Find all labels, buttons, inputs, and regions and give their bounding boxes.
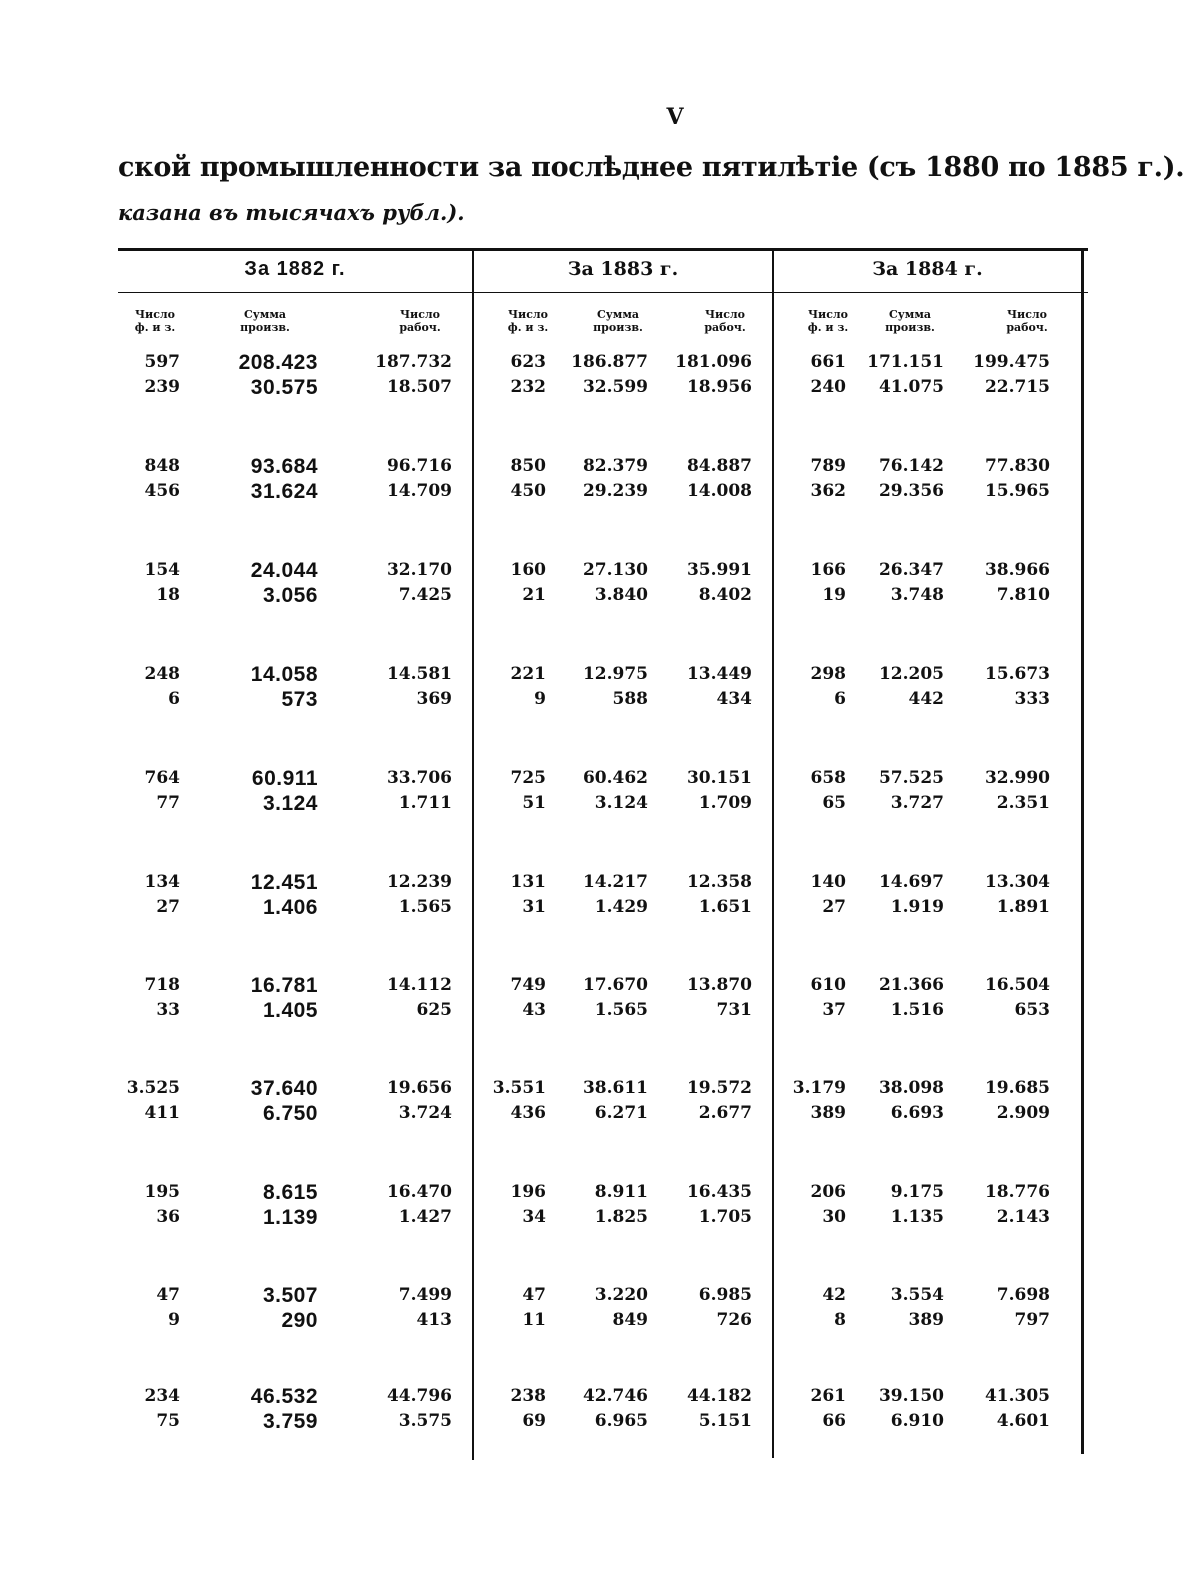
workers-1883: 12.358	[686, 872, 752, 892]
workers-1882: 32.170	[386, 560, 452, 580]
table-row-group	[118, 1384, 1088, 1434]
sum-1884: 57.525	[878, 768, 944, 788]
count-1884: 240	[810, 377, 846, 397]
col-header-count-1884: Число ф. и з.	[807, 308, 849, 334]
count-1882: 3.525	[126, 1078, 180, 1098]
workers-1883: 14.008	[686, 481, 752, 501]
workers-1883: 6.985	[698, 1285, 752, 1305]
table-right-border	[1081, 248, 1084, 1454]
count-1882: 195	[144, 1182, 180, 1202]
workers-1882: 12.239	[386, 872, 452, 892]
count-1882: 718	[144, 975, 180, 995]
table-row-group	[118, 766, 1088, 816]
sum-1883: 14.217	[582, 872, 648, 892]
sum-1883: 3.220	[594, 1285, 648, 1305]
col-header-sum-1884: Сумма произв.	[885, 308, 935, 334]
workers-1882: 14.709	[386, 481, 452, 501]
sum-1882: 6.750	[262, 1102, 318, 1125]
divider-1882-1883	[472, 248, 474, 1460]
sum-1882: 1.406	[262, 896, 318, 919]
count-1884: 610	[810, 975, 846, 995]
sum-1882: 24.044	[250, 559, 318, 582]
workers-1882: 19.656	[386, 1078, 452, 1098]
table-row-group	[118, 350, 1088, 400]
sum-1882: 3.056	[262, 584, 318, 607]
workers-1883: 13.870	[686, 975, 752, 995]
count-1882: 456	[144, 481, 180, 501]
workers-1882: 33.706	[386, 768, 452, 788]
sum-1882: 1.405	[262, 999, 318, 1022]
count-1882: 134	[144, 872, 180, 892]
count-1884: 65	[822, 793, 846, 813]
table-header-rule	[118, 292, 1088, 293]
workers-1884: 1.891	[996, 897, 1050, 917]
workers-1884: 653	[1014, 1000, 1050, 1020]
table-top-rule	[118, 248, 1088, 251]
workers-1883: 1.709	[698, 793, 752, 813]
sum-1883: 12.975	[582, 664, 648, 684]
workers-1884: 38.966	[984, 560, 1050, 580]
count-1882: 234	[144, 1386, 180, 1406]
sum-1883: 8.911	[594, 1182, 648, 1202]
workers-1883: 30.151	[686, 768, 752, 788]
count-1883: 51	[522, 793, 546, 813]
count-1884: 661	[810, 352, 846, 372]
sum-1883: 186.877	[571, 352, 648, 372]
count-1883: 69	[522, 1411, 546, 1431]
table-row-group	[118, 1180, 1088, 1230]
count-1883: 623	[510, 352, 546, 372]
count-1883: 34	[522, 1207, 546, 1227]
workers-1883: 35.991	[686, 560, 752, 580]
workers-1882: 413	[416, 1310, 452, 1330]
page-subtitle: казана въ тысячахъ рубл.).	[118, 200, 465, 225]
sum-1882: 1.139	[262, 1206, 318, 1229]
sum-1884: 442	[908, 689, 944, 709]
sum-1883: 849	[612, 1310, 648, 1330]
year-header-1883: За 1883 г.	[567, 258, 679, 280]
count-1883: 232	[510, 377, 546, 397]
sum-1883: 32.599	[582, 377, 648, 397]
col-header-workers-1884: Число рабоч.	[1006, 308, 1048, 334]
count-1883: 11	[522, 1310, 546, 1330]
workers-1883: 726	[716, 1310, 752, 1330]
count-1883: 196	[510, 1182, 546, 1202]
count-1884: 3.179	[792, 1078, 846, 1098]
count-1883: 9	[534, 689, 546, 709]
count-1884: 658	[810, 768, 846, 788]
count-1882: 411	[144, 1103, 180, 1123]
sum-1883: 1.825	[594, 1207, 648, 1227]
sum-1884: 1.135	[890, 1207, 944, 1227]
sum-1882: 14.058	[250, 663, 318, 686]
sum-1884: 12.205	[878, 664, 944, 684]
count-1882: 75	[156, 1411, 180, 1431]
sum-1884: 14.697	[878, 872, 944, 892]
workers-1884: 77.830	[984, 456, 1050, 476]
count-1882: 47	[156, 1285, 180, 1305]
sum-1884: 41.075	[878, 377, 944, 397]
workers-1882: 3.575	[398, 1411, 452, 1431]
workers-1884: 2.909	[996, 1103, 1050, 1123]
sum-1882: 3.507	[262, 1284, 318, 1307]
count-1883: 160	[510, 560, 546, 580]
sum-1882: 93.684	[250, 455, 318, 478]
count-1884: 362	[810, 481, 846, 501]
sum-1883: 17.670	[582, 975, 648, 995]
sum-1884: 3.554	[890, 1285, 944, 1305]
workers-1884: 4.601	[996, 1411, 1050, 1431]
sum-1882: 12.451	[250, 871, 318, 894]
sum-1883: 1.565	[594, 1000, 648, 1020]
sum-1884: 1.919	[890, 897, 944, 917]
count-1883: 43	[522, 1000, 546, 1020]
workers-1883: 434	[716, 689, 752, 709]
sum-1882: 208.423	[238, 351, 318, 374]
workers-1882: 14.581	[386, 664, 452, 684]
sum-1882: 37.640	[250, 1077, 318, 1100]
count-1884: 66	[822, 1411, 846, 1431]
col-header-count-1882: Число ф. и з.	[134, 308, 176, 334]
workers-1882: 1.427	[398, 1207, 452, 1227]
workers-1883: 13.449	[686, 664, 752, 684]
sum-1884: 21.366	[878, 975, 944, 995]
col-header-workers-1882: Число рабоч.	[399, 308, 441, 334]
workers-1882: 625	[416, 1000, 452, 1020]
sum-1883: 6.965	[594, 1411, 648, 1431]
count-1883: 725	[510, 768, 546, 788]
sum-1884: 3.748	[890, 585, 944, 605]
count-1883: 450	[510, 481, 546, 501]
count-1883: 850	[510, 456, 546, 476]
sum-1882: 60.911	[251, 767, 318, 790]
count-1882: 77	[156, 793, 180, 813]
workers-1884: 18.776	[984, 1182, 1050, 1202]
workers-1882: 7.425	[398, 585, 452, 605]
count-1884: 389	[810, 1103, 846, 1123]
sum-1882: 46.532	[250, 1385, 318, 1408]
workers-1884: 7.810	[996, 585, 1050, 605]
sum-1882: 573	[281, 688, 318, 711]
workers-1884: 15.965	[984, 481, 1050, 501]
divider-1883-1884	[772, 248, 774, 1458]
table-row-group	[118, 973, 1088, 1023]
sum-1883: 29.239	[582, 481, 648, 501]
workers-1883: 8.402	[698, 585, 752, 605]
sum-1884: 9.175	[890, 1182, 944, 1202]
col-header-workers-1883: Число рабоч.	[704, 308, 746, 334]
count-1884: 140	[810, 872, 846, 892]
workers-1884: 333	[1014, 689, 1050, 709]
table-row-group	[118, 558, 1088, 608]
workers-1882: 369	[416, 689, 452, 709]
sum-1882: 8.615	[262, 1181, 318, 1204]
sum-1882: 3.759	[262, 1410, 318, 1433]
count-1882: 27	[156, 897, 180, 917]
count-1882: 597	[144, 352, 180, 372]
count-1882: 154	[144, 560, 180, 580]
sum-1884: 389	[908, 1310, 944, 1330]
sum-1884: 3.727	[890, 793, 944, 813]
workers-1882: 16.470	[386, 1182, 452, 1202]
count-1883: 47	[522, 1285, 546, 1305]
table-row-group	[118, 1283, 1088, 1333]
workers-1883: 1.705	[698, 1207, 752, 1227]
workers-1884: 15.673	[984, 664, 1050, 684]
year-header-1884: За 1884 г.	[872, 258, 983, 280]
count-1883: 3.551	[492, 1078, 546, 1098]
workers-1882: 1.711	[398, 793, 452, 813]
year-header-1882: За 1882 г.	[244, 258, 346, 280]
count-1884: 261	[810, 1386, 846, 1406]
workers-1882: 18.507	[386, 377, 452, 397]
sum-1884: 76.142	[878, 456, 944, 476]
sum-1883: 3.840	[594, 585, 648, 605]
sum-1884: 38.098	[878, 1078, 944, 1098]
table-row-group	[118, 1076, 1088, 1126]
workers-1882: 1.565	[398, 897, 452, 917]
count-1884: 206	[810, 1182, 846, 1202]
workers-1883: 181.096	[675, 352, 752, 372]
workers-1883: 731	[716, 1000, 752, 1020]
count-1883: 749	[510, 975, 546, 995]
workers-1883: 19.572	[686, 1078, 752, 1098]
count-1882: 248	[144, 664, 180, 684]
count-1884: 789	[810, 456, 846, 476]
count-1884: 298	[810, 664, 846, 684]
page-number: V	[666, 104, 684, 130]
count-1882: 18	[156, 585, 180, 605]
workers-1884: 2.143	[996, 1207, 1050, 1227]
workers-1883: 18.956	[686, 377, 752, 397]
workers-1882: 7.499	[398, 1285, 452, 1305]
count-1884: 37	[822, 1000, 846, 1020]
sum-1882: 30.575	[250, 376, 318, 399]
workers-1884: 13.304	[984, 872, 1050, 892]
sum-1883: 42.746	[582, 1386, 648, 1406]
count-1882: 848	[144, 456, 180, 476]
count-1884: 166	[810, 560, 846, 580]
sum-1883: 3.124	[594, 793, 648, 813]
count-1882: 9	[168, 1310, 180, 1330]
sum-1884: 171.151	[867, 352, 944, 372]
count-1884: 27	[822, 897, 846, 917]
sum-1884: 39.150	[878, 1386, 944, 1406]
sum-1884: 6.910	[890, 1411, 944, 1431]
workers-1882: 96.716	[386, 456, 452, 476]
count-1883: 131	[510, 872, 546, 892]
sum-1882: 31.624	[250, 480, 318, 503]
col-header-count-1883: Число ф. и з.	[507, 308, 549, 334]
count-1884: 6	[834, 689, 846, 709]
workers-1883: 2.677	[698, 1103, 752, 1123]
count-1882: 33	[156, 1000, 180, 1020]
workers-1884: 199.475	[973, 352, 1050, 372]
table-row-group	[118, 454, 1088, 504]
workers-1884: 22.715	[984, 377, 1050, 397]
sum-1882: 16.781	[250, 974, 318, 997]
sum-1883: 60.462	[582, 768, 648, 788]
sum-1883: 38.611	[582, 1078, 648, 1098]
sum-1884: 26.347	[878, 560, 944, 580]
workers-1882: 187.732	[375, 352, 452, 372]
page-title: ской промышленности за послѣднее пятилѣтіе (съ 1880 по 1885 г.).	[118, 152, 1185, 183]
sum-1883: 6.271	[594, 1103, 648, 1123]
workers-1883: 84.887	[686, 456, 752, 476]
sum-1883: 27.130	[582, 560, 648, 580]
workers-1884: 16.504	[984, 975, 1050, 995]
workers-1884: 32.990	[984, 768, 1050, 788]
count-1883: 221	[510, 664, 546, 684]
workers-1883: 44.182	[686, 1386, 752, 1406]
col-header-sum-1882: Сумма произв.	[240, 308, 290, 334]
workers-1883: 1.651	[698, 897, 752, 917]
workers-1884: 19.685	[984, 1078, 1050, 1098]
count-1882: 239	[144, 377, 180, 397]
sum-1883: 588	[612, 689, 648, 709]
workers-1884: 41.305	[984, 1386, 1050, 1406]
table-row-group	[118, 870, 1088, 920]
count-1882: 764	[144, 768, 180, 788]
workers-1884: 7.698	[996, 1285, 1050, 1305]
count-1884: 19	[822, 585, 846, 605]
count-1883: 436	[510, 1103, 546, 1123]
count-1883: 31	[522, 897, 546, 917]
sum-1884: 1.516	[890, 1000, 944, 1020]
workers-1884: 797	[1014, 1310, 1050, 1330]
sum-1882: 3.124	[262, 792, 318, 815]
count-1883: 21	[522, 585, 546, 605]
count-1884: 30	[822, 1207, 846, 1227]
count-1884: 42	[822, 1285, 846, 1305]
count-1882: 6	[168, 689, 180, 709]
count-1882: 36	[156, 1207, 180, 1227]
sum-1883: 82.379	[582, 456, 648, 476]
workers-1882: 14.112	[386, 975, 452, 995]
table-row-group	[118, 662, 1088, 712]
workers-1882: 44.796	[386, 1386, 452, 1406]
count-1883: 238	[510, 1386, 546, 1406]
col-header-sum-1883: Сумма произв.	[593, 308, 643, 334]
sum-1883: 1.429	[594, 897, 648, 917]
workers-1882: 3.724	[398, 1103, 452, 1123]
count-1884: 8	[834, 1310, 846, 1330]
workers-1883: 16.435	[686, 1182, 752, 1202]
workers-1883: 5.151	[698, 1411, 752, 1431]
workers-1884: 2.351	[996, 793, 1050, 813]
sum-1884: 29.356	[878, 481, 944, 501]
sum-1884: 6.693	[890, 1103, 944, 1123]
sum-1882: 290	[281, 1309, 318, 1332]
